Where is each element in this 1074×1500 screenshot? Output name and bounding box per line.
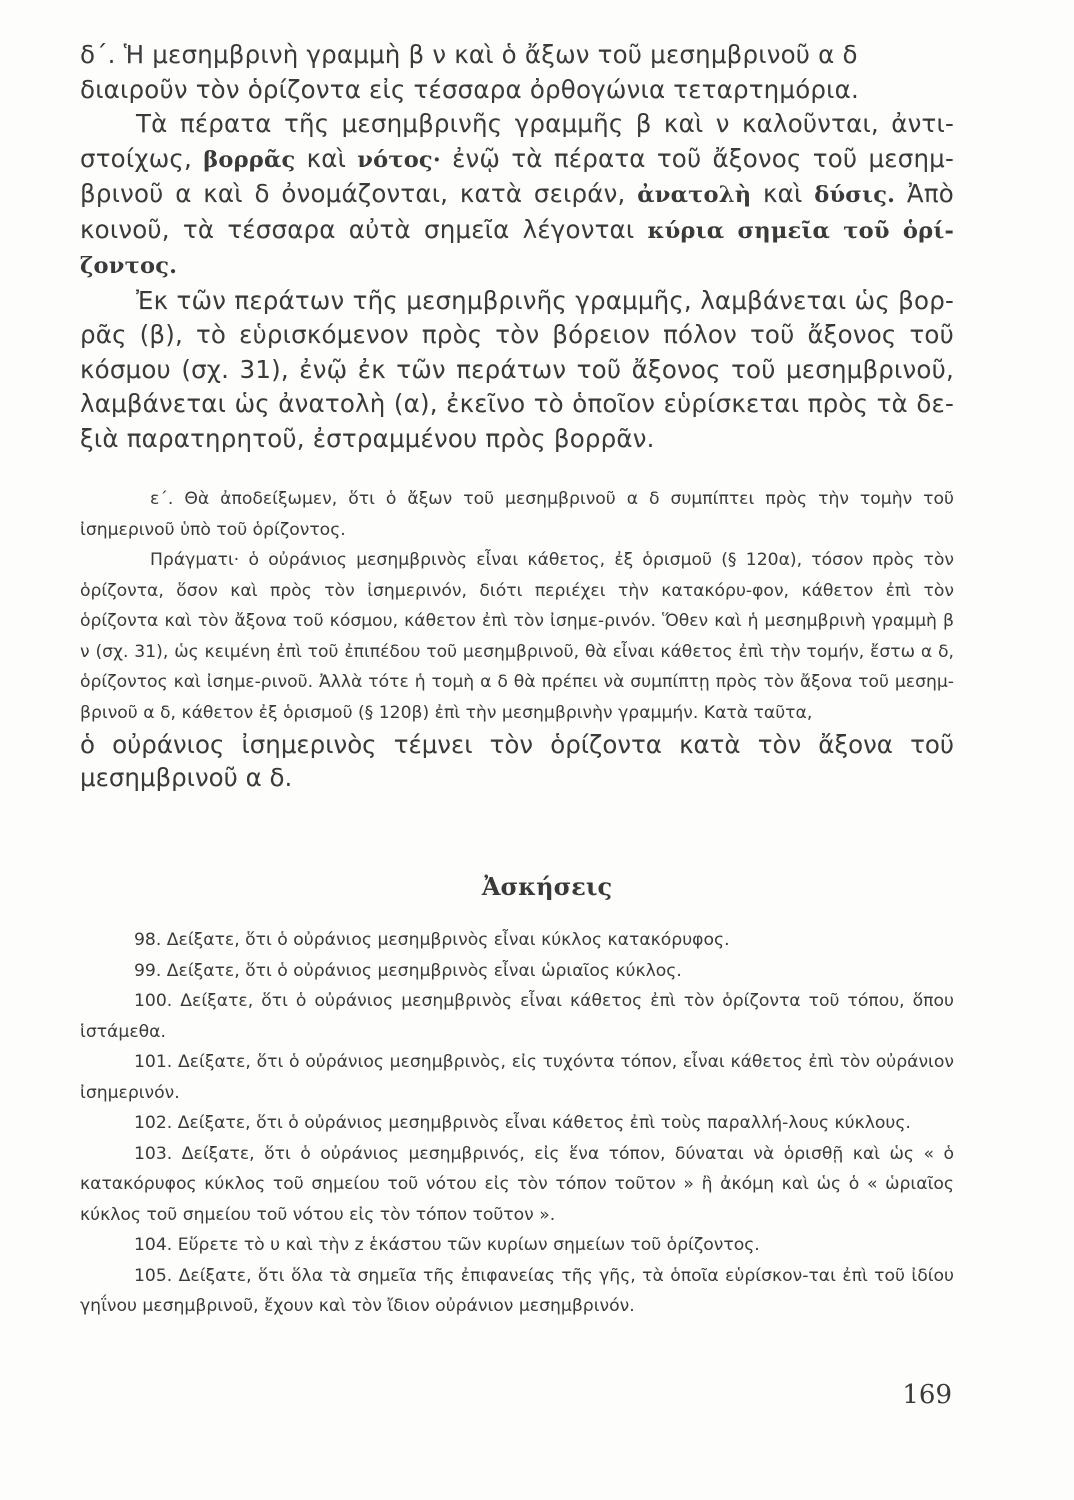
term-cardinal-points: κύρια σημεῖα τοῦ ὁρί-ζοντος. [80, 217, 954, 279]
term-west: δύσις. [814, 182, 896, 208]
text-run: καὶ [751, 179, 815, 208]
paragraph-epsilon: ε΄. Θὰ ἀποδείξωμεν, ὅτι ὁ ἄξων τοῦ μεσημβρινοῦ α δ συμπίπτει πρὸς τὴν τομὴν τοῦ ἰσημερινοῦ ὑπὸ τοῦ ὁρίζοντος. [80, 489, 954, 540]
exercise-104: 104. Εὕρετε τὸ υ καὶ τὴν z ἑκάστου τῶν κυρίων σημείων τοῦ ὁρίζοντος. [134, 1235, 760, 1255]
exercise-102: 102. Δείξατε, ὅτι ὁ οὐράνιος μεσημβρινὸς εἶναι κάθετος ἐπὶ τοὺς παραλλή-λους κύκλους. [134, 1113, 911, 1133]
text-run: ἐνῷ τὰ πέρατα τοῦ ἄξονος τοῦ μεσημ-βρινοῦ α καὶ δ ὀνομάζονται, κατὰ σειράν, [80, 143, 954, 208]
exercise-101: 101. Δείξατε, ὅτι ὁ οὐράνιος μεσημβρινὸς, εἰς τυχόντα τόπον, εἶναι κάθετος ἐπὶ τὸν οὐράνιον ἰσημερινόν. [80, 1052, 954, 1103]
exercise-105: 105. Δείξατε, ὅτι ὅλα τὰ σημεῖα τῆς ἐπιφανείας τῆς γῆς, τὰ ὁποῖα εὑρίσκον-ται ἐπὶ τοῦ ἰδίου γηΐνου μεσημβρινοῦ, ἔχουν καὶ τὸν ἴδιον οὐράνιον μεσημβρινόν. [80, 1265, 954, 1316]
text-run: Ἀπὸ κοινοῦ, τὰ τέσσαρα αὐτὰ σημεῖα λέγονται [80, 179, 954, 244]
paragraph-proof: Πράγματι· ὁ οὐράνιος μεσημβρινὸς εἶναι κάθετος, ἐξ ὁρισμοῦ (§ 120α), τόσον πρὸς τὸν ὁρίζοντα, ὅσον καὶ πρὸς τὸν ἰσημερινόν, διότι περιέχει τὴν κατακόρυ-φον, κάθετον ἐπὶ τὸν ὁρίζοντα καὶ τὸν ἄξονα τοῦ κόσμου, κάθετον ἐπὶ τὸν ἰσημε-ρινόν. Ὅθεν καὶ ἡ μεσημβρινὴ γραμμὴ β ν (σχ. 31), ὡς κειμένη ἐπὶ τοῦ ἐπιπέδου τοῦ μεσημβρινοῦ, θὰ εἶναι κάθετος ἐπὶ τὴν τομήν, ἔστω α δ, ὁρίζοντος καὶ ἰσημε-ρινοῦ. Ἀλλὰ τότε ἡ τομὴ α δ θὰ πρέπει νὰ συμπίπτῃ πρὸς τὸν ἄξονα τοῦ μεσημ-βρινοῦ α δ, κάθετον ἐξ ὁρισμοῦ (§ 120β) ἐπὶ τὴν μεσημβρινὴν γραμμήν. Κατὰ ταῦτα, [80, 550, 954, 723]
paragraph-conclusion [80, 728, 954, 794]
page-number: 169 [902, 1380, 952, 1410]
term-north: βορρᾶς [203, 146, 296, 173]
paragraph-delta-line-1: δ΄. Ἡ μεσημβρινὴ γραμμὴ β ν καὶ ὁ ἄξων τοῦ μεσημβρινοῦ α δ [80, 40, 858, 69]
paragraph-orientation: Ἐκ τῶν περάτων τῆς μεσημβρινῆς γραμμῆς, λαμβάνεται ὡς βορ-ρᾶς (β), τὸ εὑρισκόμενον πρὸς τὸν βόρειον πόλον τοῦ ἄξονος τοῦ κόσμου (σχ. 31), ἐνῷ ἐκ τῶν περάτων τοῦ ἄξονος τοῦ μεσημβρινοῦ, λαμβάνεται ὡς ἀνατολὴ (α), ἐκεῖνο τὸ ὁποῖον εὑρίσκεται πρὸς τὰ δε-ξιὰ παρατηρητοῦ, ἐστραμμένου πρὸς βορρᾶν. [80, 285, 954, 453]
conclusion-text: ὁ οὐράνιος ἰσημερινὸς τέμνει τὸν ὁρίζοντα κατὰ τὸν ἄξονα τοῦ μεσημβρινοῦ α δ. [80, 730, 954, 792]
exercise-99: 99. Δείξατε, ὅτι ὁ οὐράνιος μεσημβρινὸς εἶναι ὡριαῖος κύκλος. [134, 960, 682, 981]
term-south: νότος· [357, 146, 441, 173]
exercise-98: 98. Δείξατε, ὅτι ὁ οὐράνιος μεσημβρινὸς εἶναι κύκλος κατακόρυφος. [134, 930, 730, 950]
paragraph-delta-line-2: διαιροῦν τὸν ὁρίζοντα εἰς τέσσαρα ὀρθογώνια τεταρτημόρια. [80, 74, 859, 104]
main-text [80, 38, 954, 456]
text-run: καὶ [295, 143, 358, 173]
paragraph-cardinal-points [80, 107, 954, 284]
exercise-list [80, 925, 954, 1322]
proof-section [80, 484, 954, 794]
exercise-103: 103. Δείξατε, ὅτι ὁ οὐράνιος μεσημβρινός, εἰς ἕνα τόπον, δύναται νὰ ὁρισθῇ καὶ ὡς « ὁ κατακόρυφος κύκλος τοῦ σημείου τοῦ νότου εἰς τὸν τόπον τοῦτον » ἢ ἀκόμη καὶ ὡς ὁ « ὡριαῖος κύκλος τοῦ σημείου τοῦ νότου εἰς τὸν τόπον τοῦτον ». [80, 1143, 954, 1225]
term-east: ἀνατολὴ [637, 182, 752, 208]
exercise-100: 100. Δείξατε, ὅτι ὁ οὐράνιος μεσημβρινὸς εἶναι κάθετος ἐπὶ τὸν ὁρίζοντα τοῦ τόπου, ὅπου ἱστάμεθα. [80, 991, 954, 1042]
section-title-exercises: Ἀσκήσεις [481, 872, 613, 901]
text-run: Τὰ πέρατα τῆς μεσημβρινῆς γραμμῆς β καὶ ν καλοῦνται, ἀντι-στοίχως, [80, 109, 954, 173]
